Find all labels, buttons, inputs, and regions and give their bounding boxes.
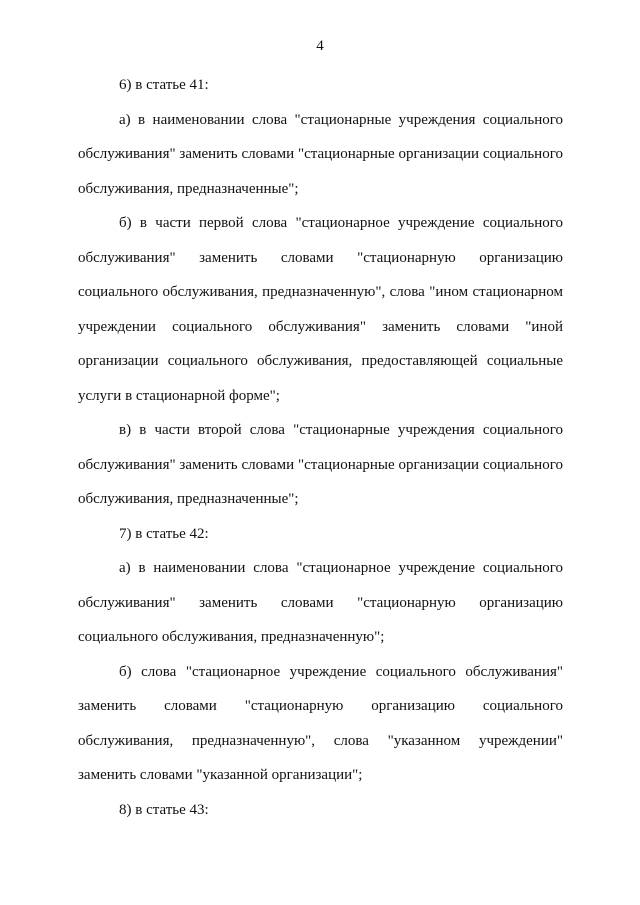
section-heading — [78, 793, 563, 828]
paragraph — [78, 655, 563, 793]
text-line: организации социального обслуживания, предоставляющей социальные — [78, 353, 563, 369]
text-line: а) в наименовании слова "стационарные учреждения социального — [119, 111, 563, 128]
document-body — [78, 68, 563, 827]
section-heading — [78, 517, 563, 552]
text-line: обслуживания, предназначенные"; — [78, 180, 299, 197]
text-line: социального обслуживания, предназначенную"; — [78, 629, 385, 645]
text-line: заменить словами "указанной организации"; — [78, 767, 363, 783]
text-line: б) слова "стационарное учреждение социального обслуживания" — [119, 663, 563, 680]
page-number: 4 — [316, 38, 324, 54]
section-heading — [78, 68, 563, 103]
text-line: обслуживания" заменить словами "стационарную организацию — [78, 594, 563, 611]
paragraph — [78, 551, 563, 655]
text-line: в) в части второй слова "стационарные учреждения социального — [119, 422, 563, 438]
paragraph — [78, 413, 563, 517]
text-line: обслуживания" заменить словами "стационарные организации социального — [78, 146, 563, 162]
text-line: обслуживания, предназначенные"; — [78, 491, 299, 507]
text-line: обслуживания, предназначенную", слова "указанном учреждении" — [78, 732, 563, 749]
text-line: б) в части первой слова "стационарное учреждение социального — [119, 215, 563, 231]
paragraph — [78, 206, 563, 413]
text-line: учреждении социального обслуживания" заменить словами "иной — [78, 318, 563, 335]
text-line: заменить словами "стационарную организацию социального — [78, 698, 563, 714]
text-line: а) в наименовании слова "стационарное учреждение социального — [119, 560, 563, 576]
text-line: услуги в стационарной форме"; — [78, 387, 280, 404]
text-line: 8) в статье 43: — [119, 801, 209, 818]
text-line: 6) в статье 41: — [119, 77, 209, 93]
text-line: 7) в статье 42: — [119, 525, 209, 542]
text-line: обслуживания" заменить словами "стационарные организации социального — [78, 456, 563, 473]
text-line: обслуживания" заменить словами "стационарную организацию — [78, 249, 563, 266]
text-line: социального обслуживания, предназначенную", слова "ином стационарном — [78, 284, 563, 300]
paragraph — [78, 103, 563, 207]
